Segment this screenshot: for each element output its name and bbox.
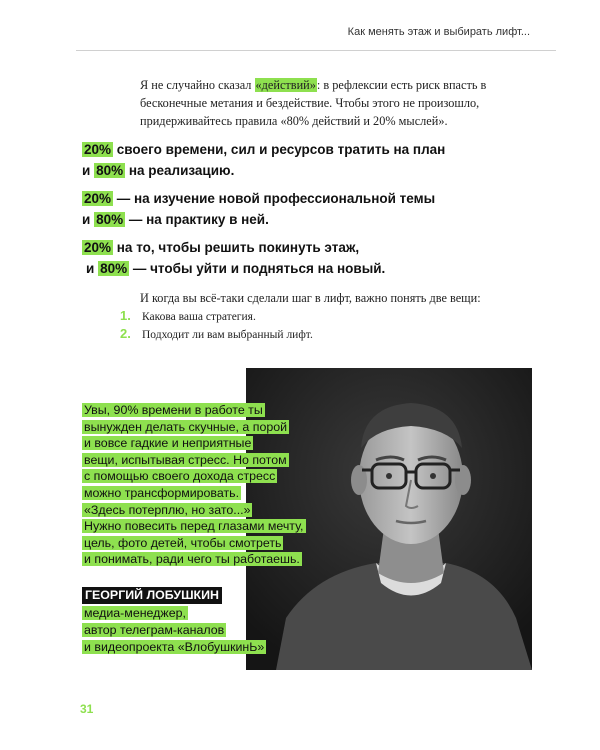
intro-text-start: Я не случайно сказал bbox=[140, 78, 255, 92]
step-number: 1. bbox=[120, 308, 131, 323]
rule-2-line-1: — на изучение новой профессиональной темы bbox=[113, 191, 436, 206]
quote-line: Увы, 90% времени в работе ты bbox=[84, 403, 263, 417]
intro-text-end: : в рефлексии есть риск впасть в бесконечные метания и бездействие. Чтобы этого не произошло, придерживайтесь правила «80% действий и 20% мыслей». bbox=[140, 78, 487, 128]
quote-line: цель, фото детей, чтобы смотреть bbox=[84, 535, 282, 550]
quote-line: можно трансформировать. bbox=[84, 485, 240, 500]
rule-2-percent-a: 20% bbox=[84, 191, 112, 206]
rule-1-line-1: своего времени, сил и ресурсов тратить на план bbox=[113, 142, 446, 157]
quote-line: «Здесь потерплю, но зато...» bbox=[84, 502, 251, 517]
rule-2-line-2: — на практику в ней. bbox=[125, 212, 269, 227]
author-info-line: автор телеграм-каналов bbox=[84, 623, 225, 637]
lead-paragraph: И когда вы всё-таки сделали шаг в лифт, важно понять две вещи: bbox=[140, 291, 481, 305]
rule-3-line-2: — чтобы уйти и подняться на новый. bbox=[129, 261, 386, 276]
quote-line: с помощью своего дохода стресс bbox=[84, 469, 276, 484]
quote-line: Нужно повесить перед глазами мечту, bbox=[84, 519, 304, 534]
step-text: Какова ваша стратегия. bbox=[142, 311, 256, 323]
step-number: 2. bbox=[120, 326, 131, 341]
rule-block-2 bbox=[82, 188, 435, 230]
rule-block-1 bbox=[82, 139, 445, 181]
author-name: ГЕОРГИЙ ЛОБУШКИН bbox=[82, 587, 222, 604]
quote-line: вещи, испытывая стресс. Но потом bbox=[84, 452, 287, 467]
rule-3-prefix: и bbox=[86, 261, 99, 276]
rule-2-prefix: и bbox=[82, 212, 95, 227]
rule-3-percent-a: 20% bbox=[84, 240, 112, 255]
rule-1-percent-b: 80% bbox=[96, 163, 124, 178]
list-item bbox=[120, 326, 313, 344]
page-number: 31 bbox=[80, 702, 94, 716]
rule-block-3 bbox=[82, 237, 385, 279]
rule-3-line-1: на то, чтобы решить покинуть этаж, bbox=[113, 240, 360, 255]
quote-line: вынужден делать скучные, а порой bbox=[84, 419, 288, 434]
intro-highlight: «действий» bbox=[255, 78, 316, 92]
rule-3-percent-b: 80% bbox=[100, 261, 128, 276]
header-divider bbox=[76, 50, 556, 51]
rule-1-percent-a: 20% bbox=[84, 142, 112, 157]
quote-block bbox=[82, 402, 382, 568]
running-header: Как менять этаж и выбирать лифт... bbox=[347, 26, 530, 38]
rule-1-prefix: и bbox=[82, 163, 95, 178]
quote-line: и понимать, ради чего ты работаешь. bbox=[84, 552, 300, 567]
author-info bbox=[82, 605, 266, 656]
rule-1-line-2: на реализацию. bbox=[125, 163, 235, 178]
author-info-line: медиа-менеджер, bbox=[84, 606, 186, 620]
intro-paragraph bbox=[140, 76, 500, 130]
quote-line: и вовсе гадкие и неприятные bbox=[84, 436, 252, 451]
rule-2-percent-b: 80% bbox=[96, 212, 124, 227]
step-text: Подходит ли вам выбранный лифт. bbox=[142, 329, 313, 341]
steps-list bbox=[120, 308, 313, 344]
list-item bbox=[120, 308, 313, 326]
author-info-line: и видеопроекта «ВлобушкинЬ» bbox=[84, 640, 265, 654]
